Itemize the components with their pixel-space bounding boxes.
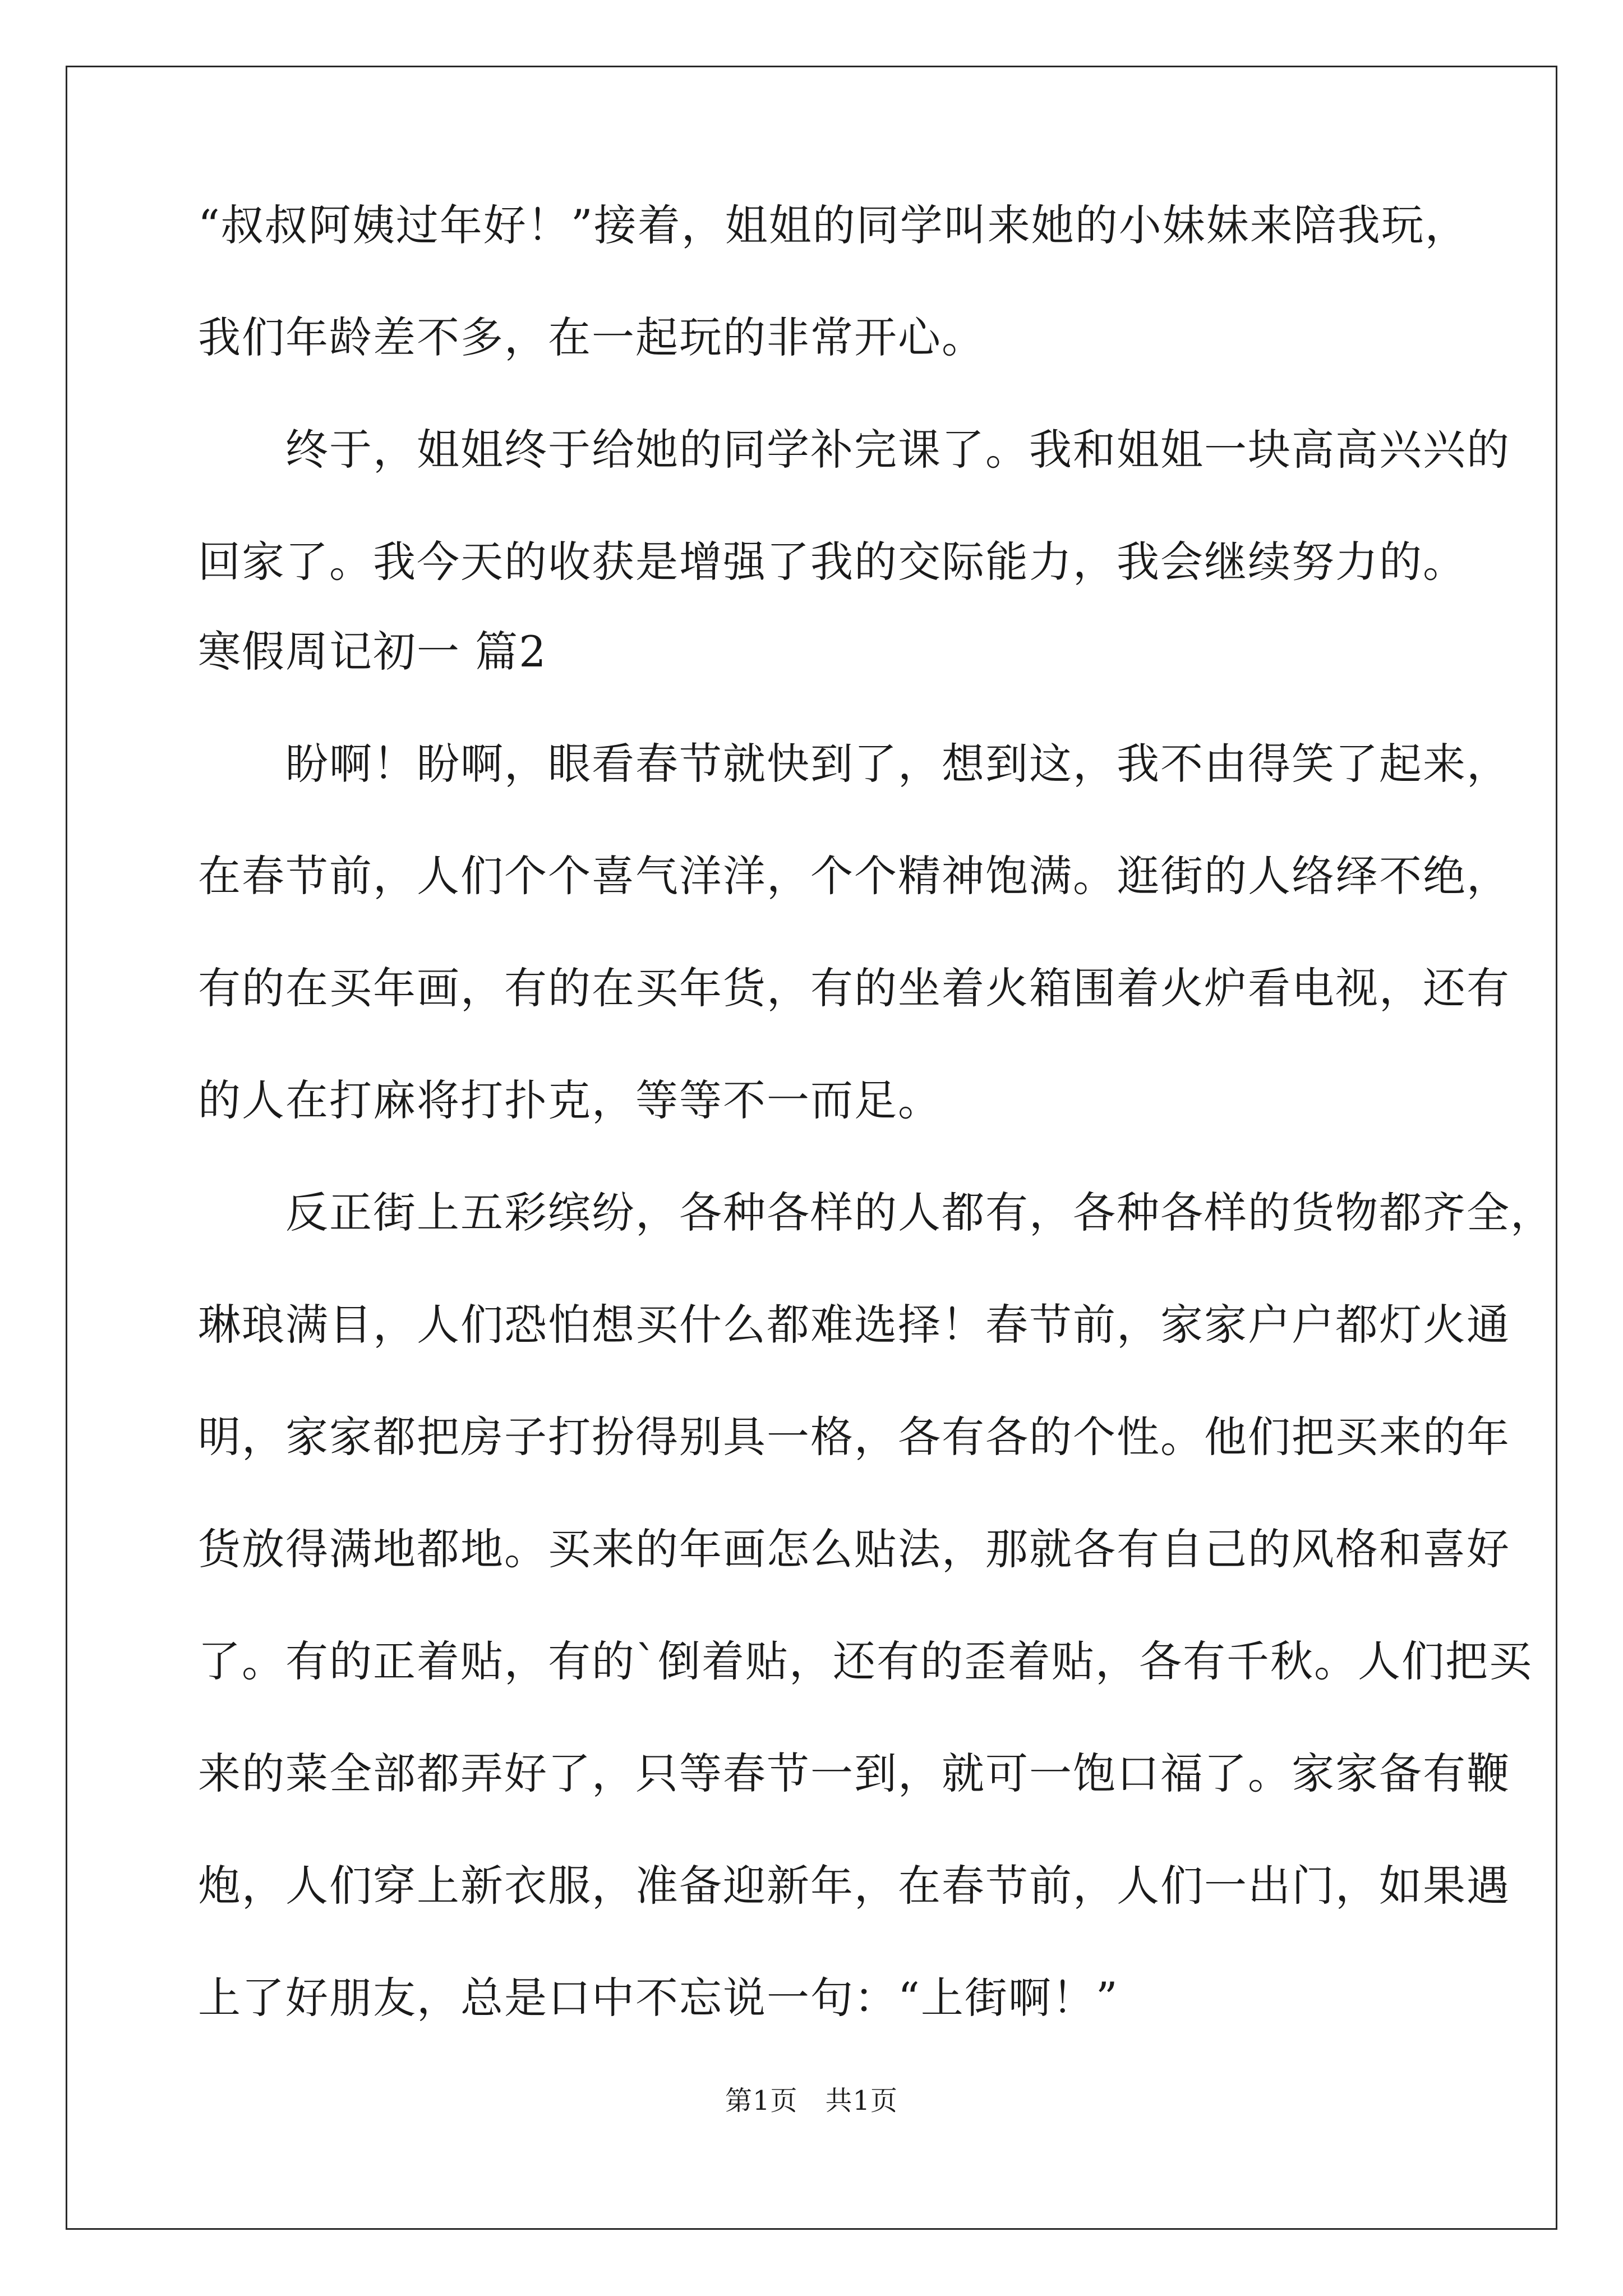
text-line: “叔叔阿姨过年好！”接着，姐姐的同学叫来她的小妹妹来陪我玩， bbox=[198, 200, 1469, 250]
text-line: 来的菜全部都弄好了，只等春节一到，就可一饱口福了。家家备有鞭 bbox=[198, 1749, 1510, 1798]
text-line: 上了好朋友，总是口中不忘说一句：“上街啊！” bbox=[198, 1973, 1119, 2023]
text-line: 我们年龄差不多，在一起玩的非常开心。 bbox=[198, 312, 985, 362]
document-body bbox=[198, 197, 1554, 2026]
paragraph-start: 终于，姐姐终于给她的同学补完课了。我和姐姐一块高高兴兴的 bbox=[285, 425, 1510, 475]
text-line: 的人在打麻将打扑克，等等不一而足。 bbox=[198, 1075, 942, 1125]
text-line: 明，家家都把房子打扮得别具一格，各有各的个性。他们把买来的年 bbox=[198, 1412, 1510, 1462]
text-line: 货放得满地都地。买来的年画怎么贴法，那就各有自己的风格和喜好 bbox=[198, 1524, 1510, 1574]
section-heading: 寒假周记初一 篇2 bbox=[198, 627, 547, 677]
paragraph-start: 盼啊！盼啊，眼看春节就快到了，想到这，我不由得笑了起来， bbox=[285, 739, 1510, 789]
text-line: 炮，人们穿上新衣服，准备迎新年，在春节前，人们一出门，如果遇 bbox=[198, 1861, 1510, 1911]
text-line: 有的在买年画，有的在买年货，有的坐着火箱围着火炉看电视，还有 bbox=[198, 963, 1510, 1013]
text-line: 在春节前，人们个个喜气洋洋，个个精神饱满。逛街的人络绎不绝， bbox=[198, 851, 1510, 901]
text-line: 了。有的正着贴，有的`倒着贴，还有的歪着贴，各有千秋。人们把买 bbox=[198, 1636, 1533, 1686]
text-line: 回家了。我今天的收获是增强了我的交际能力，我会继续努力的。 bbox=[198, 537, 1467, 587]
text-line: 琳琅满目，人们恐怕想买什么都难选择！春节前，家家户户都灯火通 bbox=[198, 1300, 1510, 1350]
page-number-footer: 第1页 共1页 bbox=[725, 2085, 898, 2116]
paragraph-start: 反正街上五彩缤纷，各种各样的人都有，各种各样的货物都齐全， bbox=[285, 1188, 1554, 1237]
